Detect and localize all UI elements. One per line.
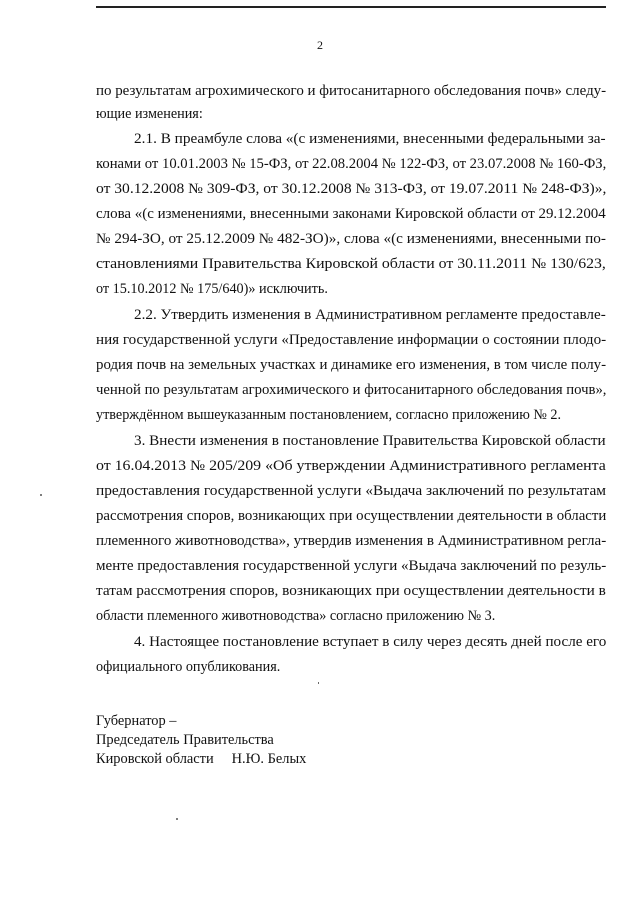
scan-speck xyxy=(176,818,178,820)
signature-position: Председатель Правительства xyxy=(96,732,274,748)
text-line: официального опубликования. xyxy=(96,659,281,675)
text-line: предоставления государственной услуги «Выдача заключений по результатам xyxy=(96,483,606,499)
signature-title: Губернатор – xyxy=(96,713,177,729)
text-line: становлениями Правительства Кировской области от 30.11.2011 № 130/623, xyxy=(96,256,606,272)
text-line: ченной по результатам агрохимического и фитосанитарного обследования почв», xyxy=(96,382,607,398)
signature-name: Кировской области Н.Ю. Белых xyxy=(96,751,307,767)
text-line: от 15.10.2012 № 175/640)» исключить. xyxy=(96,281,328,297)
text-line: конами от 10.01.2003 № 15-ФЗ, от 22.08.2004 № 122-ФЗ, от 23.07.2008 № 160-ФЗ, xyxy=(96,156,607,172)
scan-speck xyxy=(40,494,42,496)
text-line: по результатам агрохимического и фитосанитарного обследования почв» следу- xyxy=(96,83,607,99)
top-rule xyxy=(96,6,606,8)
text-line: 3. Внести изменения в постановление Правительства Кировской области xyxy=(134,433,606,449)
page-number: 2 xyxy=(317,38,323,52)
text-line: племенного животноводства», утвердив изменения в Административном регла- xyxy=(96,533,607,549)
text-line: утверждённом вышеуказанным постановлением, согласно приложению № 2. xyxy=(96,407,562,423)
text-line: 2.1. В преамбуле слова «(с изменениями, внесенными федеральными за- xyxy=(134,131,606,147)
text-line: рассмотрения споров, возникающих при осуществлении деятельности в области xyxy=(96,508,607,524)
text-line: татам рассмотрения споров, возникающих при осуществлении деятельности в xyxy=(96,583,606,599)
text-line: 4. Настоящее постановление вступает в силу через десять дней после его xyxy=(134,634,607,650)
text-line: слова «(с изменениями, внесенными законами Кировской области от 29.12.2004 xyxy=(96,206,606,222)
text-line: 2.2. Утвердить изменения в Административном регламенте предоставле- xyxy=(134,307,606,323)
scan-speck xyxy=(318,682,319,684)
text-line: ния государственной услуги «Предоставление информации о состоянии плодо- xyxy=(96,332,607,348)
text-line: области племенного животноводства» согласно приложению № 3. xyxy=(96,608,496,624)
text-line: от 30.12.2008 № 309-ФЗ, от 30.12.2008 № 313-ФЗ, от 19.07.2011 № 248-ФЗ)», xyxy=(96,181,607,197)
text-line: № 294-ЗО, от 25.12.2009 № 482-ЗО)», слова «(с изменениями, внесенными по- xyxy=(96,231,606,247)
text-line: ющие изменения: xyxy=(96,106,203,122)
text-line: родия почв на земельных участках и динамике его изменения, в том числе полу- xyxy=(96,357,607,373)
text-line: менте предоставления государственной услуги «Выдача заключений по резуль- xyxy=(96,558,607,574)
text-line: от 16.04.2013 № 205/209 «Об утверждении Административного регламента xyxy=(96,458,606,474)
